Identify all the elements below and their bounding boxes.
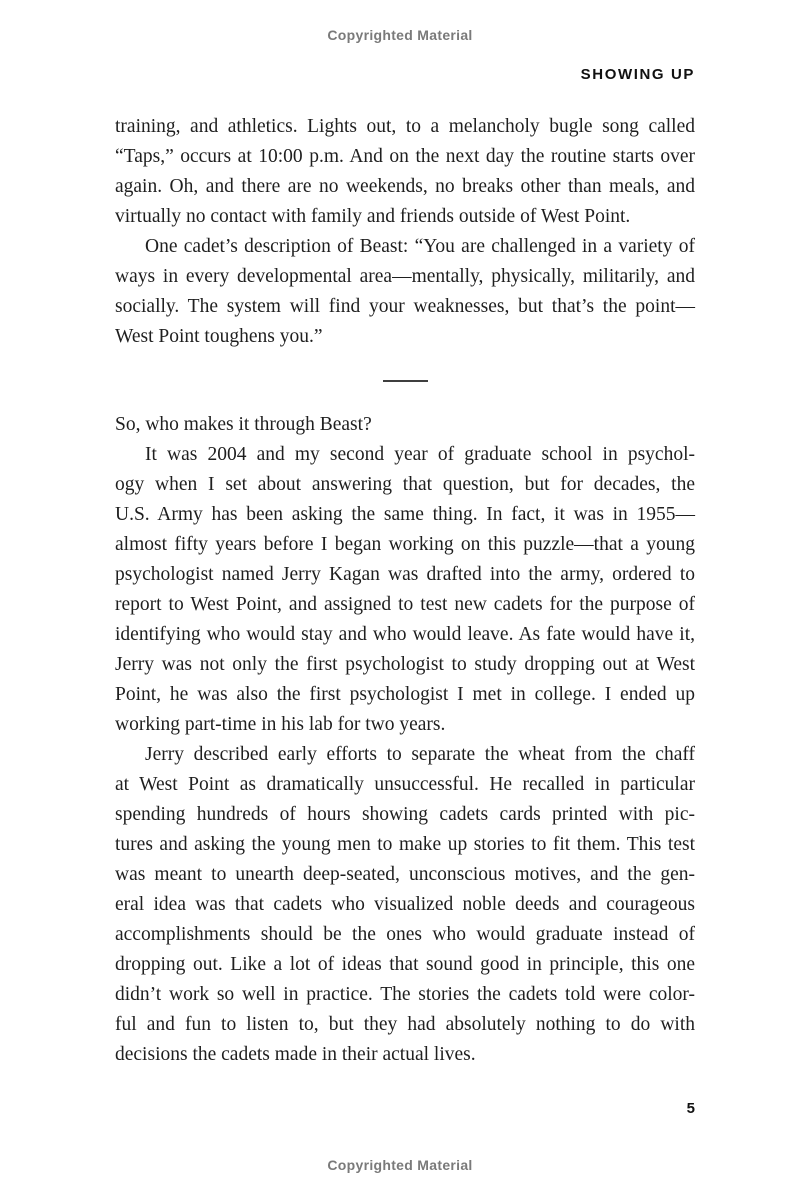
copyright-notice-top: Copyrighted Material: [327, 27, 473, 43]
text-line: report to West Point, and assigned to test new cadets for the purpose of: [115, 594, 695, 615]
text-line: So, who makes it through Beast?: [115, 414, 372, 435]
text-line: eral idea was that cadets who visualized noble deeds and courageous: [115, 894, 695, 915]
text-line: It was 2004 and my second year of graduate school in psychol-: [145, 444, 695, 465]
text-line: accomplishments should be the ones who would graduate instead of: [115, 924, 695, 945]
text-line: virtually no contact with family and friends outside of West Point.: [115, 206, 631, 227]
text-line: West Point toughens you.”: [115, 326, 323, 347]
text-line: tures and asking the young men to make up stories to fit them. This test: [115, 834, 695, 855]
text-line: dropping out. Like a lot of ideas that sound good in principle, this one: [115, 954, 695, 975]
running-head: SHOWING UP: [580, 66, 695, 83]
text-line: almost fifty years before I began working on this puzzle—that a young: [115, 534, 695, 555]
paragraph: [115, 740, 695, 1070]
text-line: socially. The system will find your weaknesses, but that’s the point—: [115, 296, 695, 317]
body-column: [115, 112, 695, 1070]
copyright-notice-bottom: Copyrighted Material: [327, 1157, 473, 1173]
paragraph: [115, 112, 695, 232]
text-line: psychologist named Jerry Kagan was drafted into the army, ordered to: [115, 564, 695, 585]
text-line: spending hundreds of hours showing cadets cards printed with pic-: [115, 804, 695, 825]
page-number: 5: [686, 1100, 695, 1117]
section-break-rule: [383, 380, 428, 382]
text-line: was meant to unearth deep-seated, unconscious motives, and the gen-: [115, 864, 695, 885]
text-line: Jerry described early efforts to separate the wheat from the chaff: [145, 744, 695, 765]
paragraph: [115, 410, 695, 440]
section-break: [115, 352, 695, 410]
text-line: ogy when I set about answering that question, but for decades, the: [115, 474, 695, 495]
text-line: “Taps,” occurs at 10:00 p.m. And on the next day the routine starts over: [115, 146, 695, 167]
text-line: One cadet’s description of Beast: “You are challenged in a variety of: [145, 236, 695, 257]
text-line: didn’t work so well in practice. The stories the cadets told were color-: [115, 984, 695, 1005]
text-line: ways in every developmental area—mentally, physically, militarily, and: [115, 266, 695, 287]
paragraph: [115, 232, 695, 352]
text-line: identifying who would stay and who would leave. As fate would have it,: [115, 624, 695, 645]
text-line: U.S. Army has been asking the same thing. In fact, it was in 1955—: [115, 504, 695, 525]
text-line: decisions the cadets made in their actual lives.: [115, 1044, 476, 1065]
text-line: Point, he was also the first psychologist I met in college. I ended up: [115, 684, 695, 705]
text-line: training, and athletics. Lights out, to a melancholy bugle song called: [115, 116, 695, 137]
text-line: again. Oh, and there are no weekends, no breaks other than meals, and: [115, 176, 695, 197]
text-line: Jerry was not only the first psychologist to study dropping out at West: [115, 654, 695, 675]
text-line: working part-time in his lab for two years.: [115, 714, 446, 735]
text-line: at West Point as dramatically unsuccessful. He recalled in particular: [115, 774, 695, 795]
paragraph: [115, 440, 695, 740]
text-line: ful and fun to listen to, but they had absolutely nothing to do with: [115, 1014, 695, 1035]
